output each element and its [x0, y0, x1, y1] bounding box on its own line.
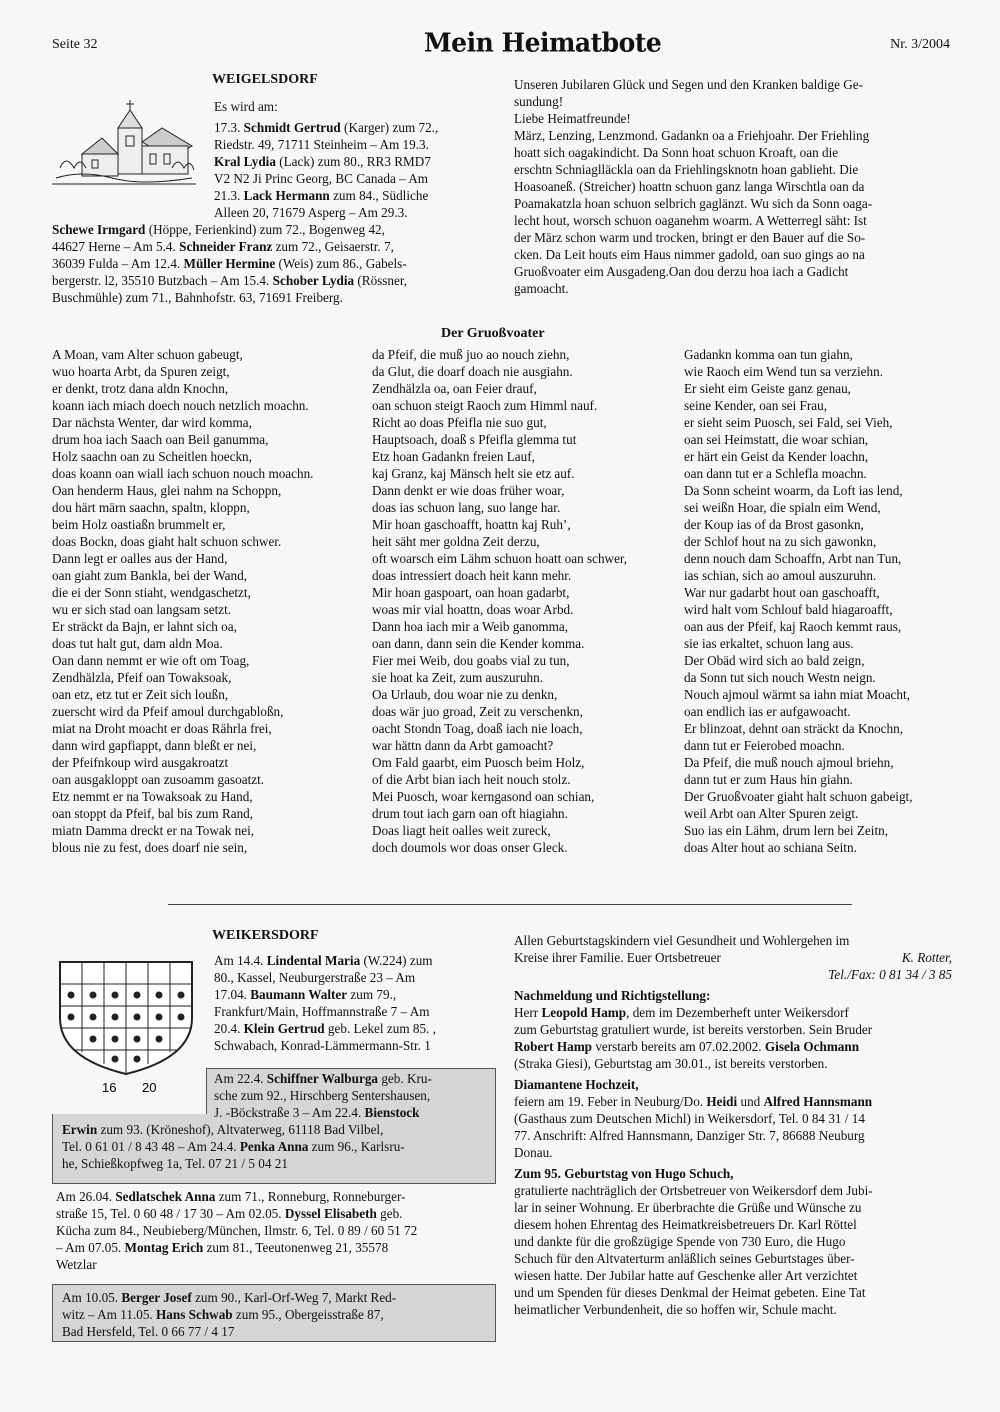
shield-year-right: 20: [142, 1080, 157, 1095]
poem-line: miat na Droht moacht er doas Rährla frei,: [52, 721, 272, 736]
shield-year-left: 16: [102, 1080, 117, 1095]
entry-line: 20.4. Klein Gertrud geb. Lekel zum 85. ,: [214, 1021, 436, 1036]
text-line: Liebe Heimatfreunde!: [514, 111, 631, 126]
entry-line: Erwin zum 93. (Kröneshof), Altvaterweg, 61118 Bad Vilbel,: [62, 1122, 384, 1137]
text-line: Hoasoaneß. (Streicher) hoattn schuon ganz langa Wirschtla oan da: [514, 179, 865, 194]
poem-line: Er sträckt da Bajn, er lahnt sich oa,: [52, 619, 237, 634]
poem-line: da Glut, die doarf doach nie ausgiahn.: [372, 364, 573, 379]
weikersdorf-entries-2: [56, 1188, 496, 1273]
text-line: heimatlicher Verbundenheit, die so hoffen wir, Schule macht.: [514, 1302, 837, 1317]
text-line: Unseren Jubilaren Glück und Segen und den Kranken baldige Ge-: [514, 77, 863, 92]
poem-line: wird halt vom Schlouf bald hiagaroafft,: [684, 602, 893, 617]
entry-line: 36039 Fulda – Am 12.4. Müller Hermine (Weis) zum 86., Gabels-: [52, 256, 407, 271]
entry-line: Buschmühle) zum 71., Bahnhofstr. 63, 71691 Freiberg.: [52, 290, 343, 305]
text-line: Robert Hamp verstarb bereits am 07.02.2002. Gisela Ochmann: [514, 1039, 860, 1054]
poem-line: oan dann tut er a Schlefla moachn.: [684, 466, 867, 481]
entry-line: Frankfurt/Main, Hoffmannstraße 7 – Am: [214, 1004, 430, 1019]
poem-line: Dann denkt er wie doas früher woar,: [372, 483, 565, 498]
poem-line: Gadankn komma oan tun giahn,: [684, 347, 853, 362]
section-title-weikersdorf: WEIKERSDORF: [212, 928, 319, 943]
text-line: März, Lenzing, Lenzmond. Gadankn oa a Friehjoahr. Der Friehling: [514, 128, 870, 143]
poem-line: doas ias schuon lang, suo lange har.: [372, 500, 561, 515]
issue-number: Nr. 3/2004: [890, 37, 950, 52]
poem-line: seine Kender, oan sei Frau,: [684, 398, 828, 413]
poem-line: doas tut halt gut, dam aldn Moa.: [52, 636, 223, 651]
entry-line: – Am 07.05. Montag Erich zum 81., Teeutonenweg 21, 35578: [56, 1240, 389, 1255]
poem-line: wie Raoch eim Wend tun sa verziehn.: [684, 364, 884, 379]
poem-line: er denkt, trotz dana aldn Knochn,: [52, 381, 229, 396]
poem-line: oan stoppt da Pfeif, bal bis zum Rand,: [52, 806, 254, 821]
text-line: Allen Geburtstagskindern viel Gesundheit und Wohlergehen im: [514, 933, 850, 948]
poem-line: Dann legt er oalles aus der Hand,: [52, 551, 228, 566]
poem-line: oan ausgakloppt oan zusoamm gasoatzt.: [52, 772, 265, 787]
poem-line: Oa Urlaub, dou woar nie zu denkn,: [372, 687, 558, 702]
intro-text: Es wird am:: [214, 99, 278, 114]
poem-line: oan etz, etz tut er Zeit sich loußn,: [52, 687, 229, 702]
poem-line: Dann hoa iach mir a Weib ganomma,: [372, 619, 569, 634]
text-line: Kreise ihrer Familie. Euer Ortsbetreuer K. Rotter,: [514, 950, 952, 965]
entry-line: Am 22.4. Schiffner Walburga geb. Kru-: [214, 1071, 432, 1086]
poem-line: weil Arbt oan Alter Spuren zeigt.: [684, 806, 859, 821]
entry-line: Schewe Irmgard (Höppe, Ferienkind) zum 72., Bogenweg 42,: [52, 222, 385, 237]
poem-line: Da Sonn scheint woarm, da Loft ias lend,: [684, 483, 903, 498]
text-line: wiesen hatte. Der Jubilar hatte auf Geschenke aller Art verzichtet: [514, 1268, 858, 1283]
text-line: und dankte für die großzügige Spende von 730 Euro, die Hugo: [514, 1234, 846, 1249]
poem-line: heit säht mer goldna Zeit derzu,: [372, 534, 540, 549]
poem-line: da Pfeif, die muß juo ao nouch ziehn,: [372, 347, 570, 362]
weigelsdorf-section: [52, 72, 496, 306]
poem-line: Fier mei Weib, dou goabs vial zu tun,: [372, 653, 570, 668]
poem-line: sei weißn Hoar, die spialn eim Wend,: [684, 500, 881, 515]
text-line: gamoacht.: [514, 281, 569, 296]
poem-line: Mir hoan gaschoafft, hoattn kaj Ruh’,: [372, 517, 571, 532]
shield-coat-of-arms: [56, 958, 196, 1096]
poem-line: drum tout iach garn oan oft hiagiahn.: [372, 806, 568, 821]
text-line: der März schon warm und trocken, bringt er den Bauer auf die So-: [514, 230, 866, 245]
section-title-weigelsdorf: WEIGELSDORF: [212, 72, 318, 87]
poem-line: dann tut er Feierobed moachn.: [684, 738, 845, 753]
page-number: Seite 32: [52, 37, 98, 52]
poem-line: doas intressiert doach heit kann mehr.: [372, 568, 572, 583]
poem-line: oacht Stondn Toag, doaß iach nie loach,: [372, 721, 583, 736]
entry-line: Kral Lydia (Lack) zum 80., RR3 RMD7: [214, 154, 431, 169]
poem-line: beim Holz oastiaßn brummelt er,: [52, 517, 226, 532]
entry-line: Kücha zum 84., Neubieberg/München, Ilmstr. 6, Tel. 0 89 / 60 51 72: [56, 1223, 418, 1238]
subheading: Zum 95. Geburtstag von Hugo Schuch,: [514, 1166, 734, 1181]
entry-line: Am 26.04. Sedlatschek Anna zum 71., Ronneburg, Ronneburger-: [56, 1189, 406, 1204]
weikersdorf-entries: [214, 952, 494, 1054]
text-line: und um Spenden für dieses Denkmal der Heimat gebeten. Eine Tat: [514, 1285, 866, 1300]
entry-line: Tel. 0 61 01 / 8 43 48 – Am 24.4. Penka Anna zum 96., Karlsru-: [62, 1139, 405, 1154]
entry-line: straße 15, Tel. 0 60 48 / 17 30 – Am 02.05. Dyssel Elisabeth geb.: [56, 1206, 403, 1221]
section-divider: [168, 904, 852, 905]
entry-line: 21.3. Lack Hermann zum 84., Südliche: [214, 188, 429, 203]
poem-line: oan dann, dann sein die Kender komma.: [372, 636, 585, 651]
poem-line: Holz saachn oan zu Scheitlen hoeckn,: [52, 449, 252, 464]
poem-line: der Koup ias of da Brost gasonkn,: [684, 517, 864, 532]
poem-line: Er blinzoat, dehnt oan sträckt da Knochn,: [684, 721, 903, 736]
poem-line: Der Obäd wird sich ao bald zeign,: [684, 653, 865, 668]
entry-line: witz – Am 11.05. Hans Schwab zum 95., Obergeisstraße 87,: [62, 1307, 384, 1322]
poem-line: oan endlich ias er aufgawoacht.: [684, 704, 851, 719]
poem-line: er sieht seim Puosch, sei Fald, sei Vieh,: [684, 415, 893, 430]
poem-line: der Pfeifnkoup wird ausgakroatzt: [52, 755, 229, 770]
poem-line: koann iach miach doech nouch netzlich moachn.: [52, 398, 309, 413]
text-line: Poamakatzla hoan schuon selbrich gaglänzt. Wu sich da Sonn oaga-: [514, 196, 873, 211]
poem-line: A Moan, vam Alter schuon gabeugt,: [52, 347, 243, 362]
entry-line: he, Schießkopfweg 1a, Tel. 07 21 / 5 04 21: [62, 1156, 288, 1171]
poem-line: Om Fald gaarbt, eim Puosch beim Holz,: [372, 755, 585, 770]
entry-line: bergerstr. l2, 35510 Butzbach – Am 15.4. Schober Lydia (Rössner,: [52, 273, 408, 288]
poem-line: Er sieht eim Geiste ganz genau,: [684, 381, 851, 396]
text-line: hoatt sich oagakindicht. Da Sonn hoat schuon Kroaft, oan die: [514, 145, 839, 160]
poem-line: dann tut er zum Haus hin giahn.: [684, 772, 853, 787]
poem-line: Doas liagt heit oalles weit zureck,: [372, 823, 551, 838]
heimatfreunde-text: [514, 76, 952, 297]
text-line: 77. Anschrift: Alfred Hannsmann, Danziger Str. 7, 86688 Neuburg: [514, 1128, 865, 1143]
entry-line: Wetzlar: [56, 1257, 97, 1272]
subheading: Nachmeldung und Richtigstellung:: [514, 988, 711, 1003]
text-line: erschtn Schniaglläckla oan da Friehlingsknotn hoan gablieht. Die: [514, 162, 859, 177]
poem-line: Etz hoan Gadankn freien Lauf,: [372, 449, 535, 464]
highlight-entries-2: [62, 1121, 492, 1172]
poem-line: oan sei Heimstatt, die woar schian,: [684, 432, 869, 447]
poem-line: dann wird gapfiappt, dann bleßt er nei,: [52, 738, 257, 753]
text-line: zum Geburtstag gratuliert wurde, ist bereits verstorben. Sein Bruder: [514, 1022, 873, 1037]
poem-line: oan schuon steigt Raoch zum Himml nauf.: [372, 398, 598, 413]
poem-line: Der Gruoßvoater giaht halt schuon gabeigt,: [684, 789, 913, 804]
weikersdorf-news: [514, 932, 952, 1318]
entry-line: 17.3. Schmidt Gertrud (Karger) zum 72.,: [214, 120, 439, 135]
poem-line: woas mir vial hoattn, doas woar Arbd.: [372, 602, 574, 617]
poem-line: er härt ein Geist da Kender loachn,: [684, 449, 869, 464]
entry-line: sche zum 92., Hirschberg Sentershausen,: [214, 1088, 431, 1103]
poem-line: miatn Damma dreckt er na Towak nei,: [52, 823, 255, 838]
poem-title: Der Gruoßvoater: [441, 326, 545, 341]
entry-line: 44627 Herne – Am 5.4. Schneider Franz zum 72., Geisaerstr. 7,: [52, 239, 394, 254]
poem-line: denn nouch dam Schoaffn, Arbt nan Tun,: [684, 551, 902, 566]
poem-line: doas Alter hout ao schiana Seitn.: [684, 840, 857, 855]
text-line: (Gasthaus zum Deutschen Michl) in Weikersdorf, Tel. 0 84 31 / 14: [514, 1111, 865, 1126]
poem-line: der Schlof hout na zu sich gawonkn,: [684, 534, 877, 549]
text-line: diesem hohen Ehrentag des Heimatkreisbetreuers Dr. Karl Röttel: [514, 1217, 857, 1232]
poem-line: War nur gadarbt hout oan gaschoafft,: [684, 585, 880, 600]
entry-line: Bad Hersfeld, Tel. 0 66 77 / 4 17: [62, 1324, 235, 1339]
poem-column-3: [684, 346, 913, 856]
signer-name: K. Rotter,: [901, 950, 952, 965]
text-line: lecht hout, worsch schuon oaganehm woarm. A Wetterregl säht: Ist: [514, 213, 867, 228]
poem-line: oan giaht zum Bankla, bei der Wand,: [52, 568, 247, 583]
poem-line: Nouch ajmoul wärmt sa iahn miat Moacht,: [684, 687, 910, 702]
poem-line: of die Arbt bian iach heit nouch stolz.: [372, 772, 571, 787]
signer-phone: Tel./Fax: 0 81 34 / 3 85: [828, 967, 952, 982]
poem-line: oan aus der Pfeif, kaj Raoch kemmt raus,: [684, 619, 902, 634]
highlight-entries-3: [62, 1289, 492, 1340]
poem-line: dou härt märn saachn, spaltn, kloppn,: [52, 500, 250, 515]
entry-line: 80., Kassel, Neuburgerstraße 23 – Am: [214, 970, 416, 985]
entry-line: Am 14.4. Lindental Maria (W.224) zum: [214, 953, 433, 968]
entry-line: V2 N2 Ji Princ Georg, BC Canada – Am: [214, 171, 429, 186]
text-line: gratulierte nachträglich der Ortsbetreuer von Weikersdorf dem Jubi-: [514, 1183, 873, 1198]
poem-line: doas Bockn, doas giaht halt schuon schwer.: [52, 534, 282, 549]
poem-line: Richt ao doas Pfeifla nie suo gut,: [372, 415, 547, 430]
poem-line: war hättn dann da Arbt gamoacht?: [372, 738, 554, 753]
poem-line: Hauptsoach, doaß s Pfeifla glemma tut: [372, 432, 577, 447]
poem-line: Oan henderm Haus, glei nahm na Schoppn,: [52, 483, 282, 498]
poem-column-2: [372, 346, 627, 856]
church-illustration: [52, 98, 198, 188]
poem-line: Da Pfeif, die muß nouch ajmoul briehn,: [684, 755, 894, 770]
highlight-entries-1: [214, 1070, 494, 1121]
text-line: Schuch für den Altvaterturm anläßlich seines Geburtstages über-: [514, 1251, 855, 1266]
text-line: sundung!: [514, 94, 564, 109]
poem-line: Mei Puosch, woar kerngasond oan schian,: [372, 789, 595, 804]
text-line: cken. Da Leit houts eim Haus nimmer gadold, oan suo gings ao na: [514, 247, 865, 262]
text-line: Donau.: [514, 1145, 553, 1160]
poem-line: Zendhälzla oa, oan Feier drauf,: [372, 381, 537, 396]
poem-line: drum hoa iach Saach oan Beil ganumma,: [52, 432, 269, 447]
text-line: Herr Leopold Hamp, dem im Dezemberheft unter Weikersdorf: [514, 1005, 849, 1020]
entry-line: Alleen 20, 71679 Asperg – Am 29.3.: [214, 205, 408, 220]
masthead-title: Mein Heimatbote: [424, 27, 662, 58]
entry-line: Schwabach, Konrad-Lämmermann-Str. 1: [214, 1038, 431, 1053]
poem-line: oft woarsch eim Lähm schuon hoatt oan schwer,: [372, 551, 628, 566]
poem-line: sie ias erkaltet, schuon lang aus.: [684, 636, 854, 651]
poem-line: da Sonn tut sich nouch Westn neign.: [684, 670, 876, 685]
poem-line: die ei der Sonn stiaht, wendgaschetzt,: [52, 585, 251, 600]
text-line: lar in seiner Wohnung. Er überbrachte die Grüße und Wünsche zu: [514, 1200, 862, 1215]
entry-line: Riedstr. 49, 71711 Steinheim – Am 19.3.: [214, 137, 429, 152]
poem-line: sie hoat ka Zeit, zum auszuruhn.: [372, 670, 544, 685]
poem-line: doas wär juo groad, Zeit zu verschenkn,: [372, 704, 583, 719]
poem-line: doas koann oan wiall iach schuon nouch moachn.: [52, 466, 314, 481]
poem-line: Dar nächsta Wenter, dar wird komma,: [52, 415, 252, 430]
poem-line: ias schian, sich ao amoul auszuruhn.: [684, 568, 877, 583]
poem-line: Etz nemmt er na Towaksoak zu Hand,: [52, 789, 253, 804]
poem-line: Mir hoan gaspoart, oan hoan gadarbt,: [372, 585, 570, 600]
entry-line: Am 10.05. Berger Josef zum 90., Karl-Orf-Weg 7, Markt Red-: [62, 1290, 397, 1305]
poem-line: Zendhälzla, Pfeif oan Towaksoak,: [52, 670, 232, 685]
poem-line: zuerscht wird da Pfeif amoul durchgabloßn,: [52, 704, 284, 719]
subheading: Diamantene Hochzeit,: [514, 1077, 639, 1092]
text-line: Gruoßvoater eim Ausgadeng.Oan dou derzu hoa iach a Gadicht: [514, 264, 849, 279]
poem-line: wuo hoarta Arbt, da Spuren zeigt,: [52, 364, 230, 379]
poem-line: blous nie zu fest, does doarf nie sein,: [52, 840, 248, 855]
poem-line: wu er sich stad oan langsam setzt.: [52, 602, 232, 617]
poem-line: Suo ias ein Lähm, drum lern bei Zeitn,: [684, 823, 888, 838]
poem-column-1: [52, 346, 313, 856]
text-line: (Straka Giesi), Geburtstag am 30.01., ist bereits verstorben.: [514, 1056, 828, 1071]
poem-line: Oan dann nemmt er wie oft om Toag,: [52, 653, 250, 668]
text-line: feiern am 19. Feber in Neuburg/Do. Heidi und Alfred Hannsmann: [514, 1094, 873, 1109]
entry-line: J. -Böckstraße 3 – Am 22.4. Bienstock: [214, 1105, 420, 1120]
entry-line: 17.04. Baumann Walter zum 79.,: [214, 987, 397, 1002]
poem-line: doch doumols wor doas onser Gleck.: [372, 840, 568, 855]
poem-line: kaj Granz, kaj Mänsch helt sie etz auf.: [372, 466, 575, 481]
